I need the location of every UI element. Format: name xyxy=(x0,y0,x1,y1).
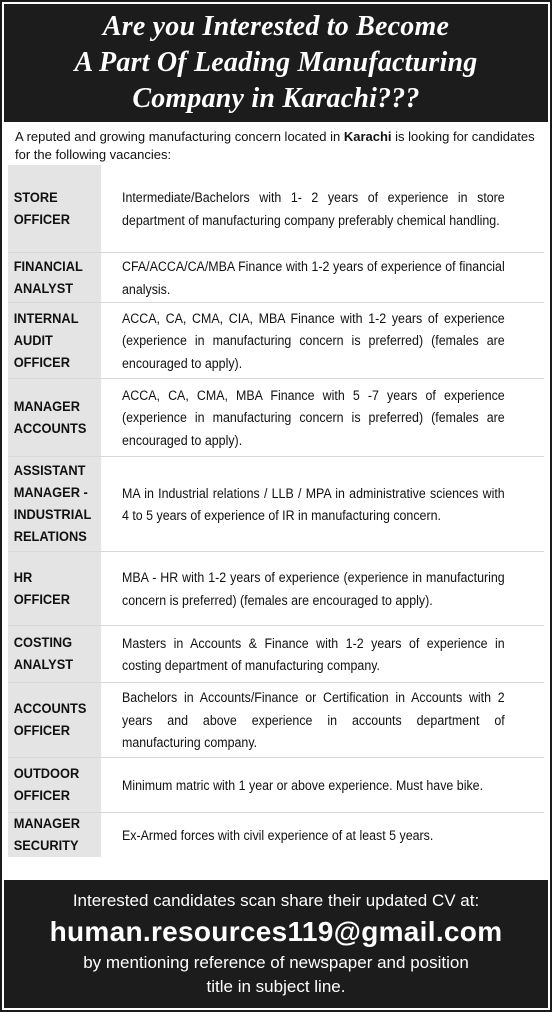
vacancy-title: HR OFFICER xyxy=(8,552,101,625)
vacancy-row xyxy=(8,165,544,253)
intro-text-after: is looking for candidates for the following vacancies: xyxy=(15,129,535,162)
vacancy-title: MANAGER ACCOUNTS xyxy=(8,379,101,456)
vacancy-requirements: Minimum matric with 1 year or above experience. Must have bike. xyxy=(122,777,484,793)
vacancy-row xyxy=(8,457,544,552)
headline-line-2: A Part Of Leading Manufacturing xyxy=(74,47,478,78)
vacancy-row xyxy=(8,813,544,857)
subject-line-instruction-2: title in subject line. xyxy=(206,977,346,996)
headline-line-3: Company in Karachi??? xyxy=(132,83,420,114)
vacancy-requirements: MA in Industrial relations / LLB / MPA in administrative sciences with 4 to 5 years of experience of IR in manufacturing concern. xyxy=(122,485,505,523)
intro-city: Karachi xyxy=(343,129,392,144)
vacancy-requirements: ACCA, CA, CMA, CIA, MBA Finance with 1-2 years of experience (experience in manufacturing concern is preferred) (females are encouraged to apply). xyxy=(122,310,505,371)
contact-instruction: Interested candidates scan share their updated CV at: xyxy=(72,891,480,910)
vacancy-row xyxy=(8,626,544,683)
vacancy-requirements: Intermediate/Bachelors with 1- 2 years of experience in store department of manufacturing company preferably chemical handling. xyxy=(122,190,505,228)
vacancy-title: STORE OFFICER xyxy=(8,165,101,252)
contact-email[interactable]: human.resources119@gmail.com xyxy=(49,916,503,947)
headline-line-1: Are you Interested to Become xyxy=(102,11,450,42)
vacancy-row xyxy=(8,379,544,457)
vacancy-row xyxy=(8,253,544,303)
vacancy-requirements: Bachelors in Accounts/Finance or Certification in Accounts with 2 years and above experience in accounts department of manufacturing company. xyxy=(122,690,505,751)
vacancy-requirements: Masters in Accounts & Finance with 1-2 years of experience in costing department of manufacturing company. xyxy=(122,635,505,673)
vacancy-row xyxy=(8,303,544,379)
vacancy-title: ASSISTANT MANAGER - INDUSTRIAL RELATIONS xyxy=(8,457,101,551)
vacancy-row xyxy=(8,552,544,626)
vacancy-requirements: ACCA, CA, CMA, MBA Finance with 5 -7 years of experience (experience in manufacturing concern is preferred) (females are encouraged to apply). xyxy=(122,387,505,448)
vacancy-row xyxy=(8,683,544,758)
vacancy-title: COSTING ANALYST xyxy=(8,626,101,682)
subject-line-instruction-1: by mentioning reference of newspaper and position xyxy=(83,953,469,972)
vacancy-title: FINANCIAL ANALYST xyxy=(8,253,101,302)
vacancy-list xyxy=(8,165,544,857)
vacancy-requirements: Ex-Armed forces with civil experience of at least 5 years. xyxy=(122,827,434,843)
vacancy-row xyxy=(8,758,544,813)
vacancy-title: INTERNAL AUDIT OFFICER xyxy=(8,303,101,378)
intro-paragraph xyxy=(2,122,550,162)
intro-text-before: A reputed and growing manufacturing concern located in xyxy=(15,129,344,144)
vacancy-requirements: MBA - HR with 1-2 years of experience (experience in manufacturing concern is preferred) (females are encouraged to apply). xyxy=(122,570,505,608)
vacancy-title: MANAGER SECURITY xyxy=(8,813,101,857)
vacancy-requirements: CFA/ACCA/CA/MBA Finance with 1-2 years of experience of financial analysis. xyxy=(122,259,505,297)
vacancy-title: ACCOUNTS OFFICER xyxy=(8,683,101,757)
contact-banner xyxy=(4,880,548,1008)
vacancy-title: OUTDOOR OFFICER xyxy=(8,758,101,812)
headline-banner xyxy=(4,4,548,122)
